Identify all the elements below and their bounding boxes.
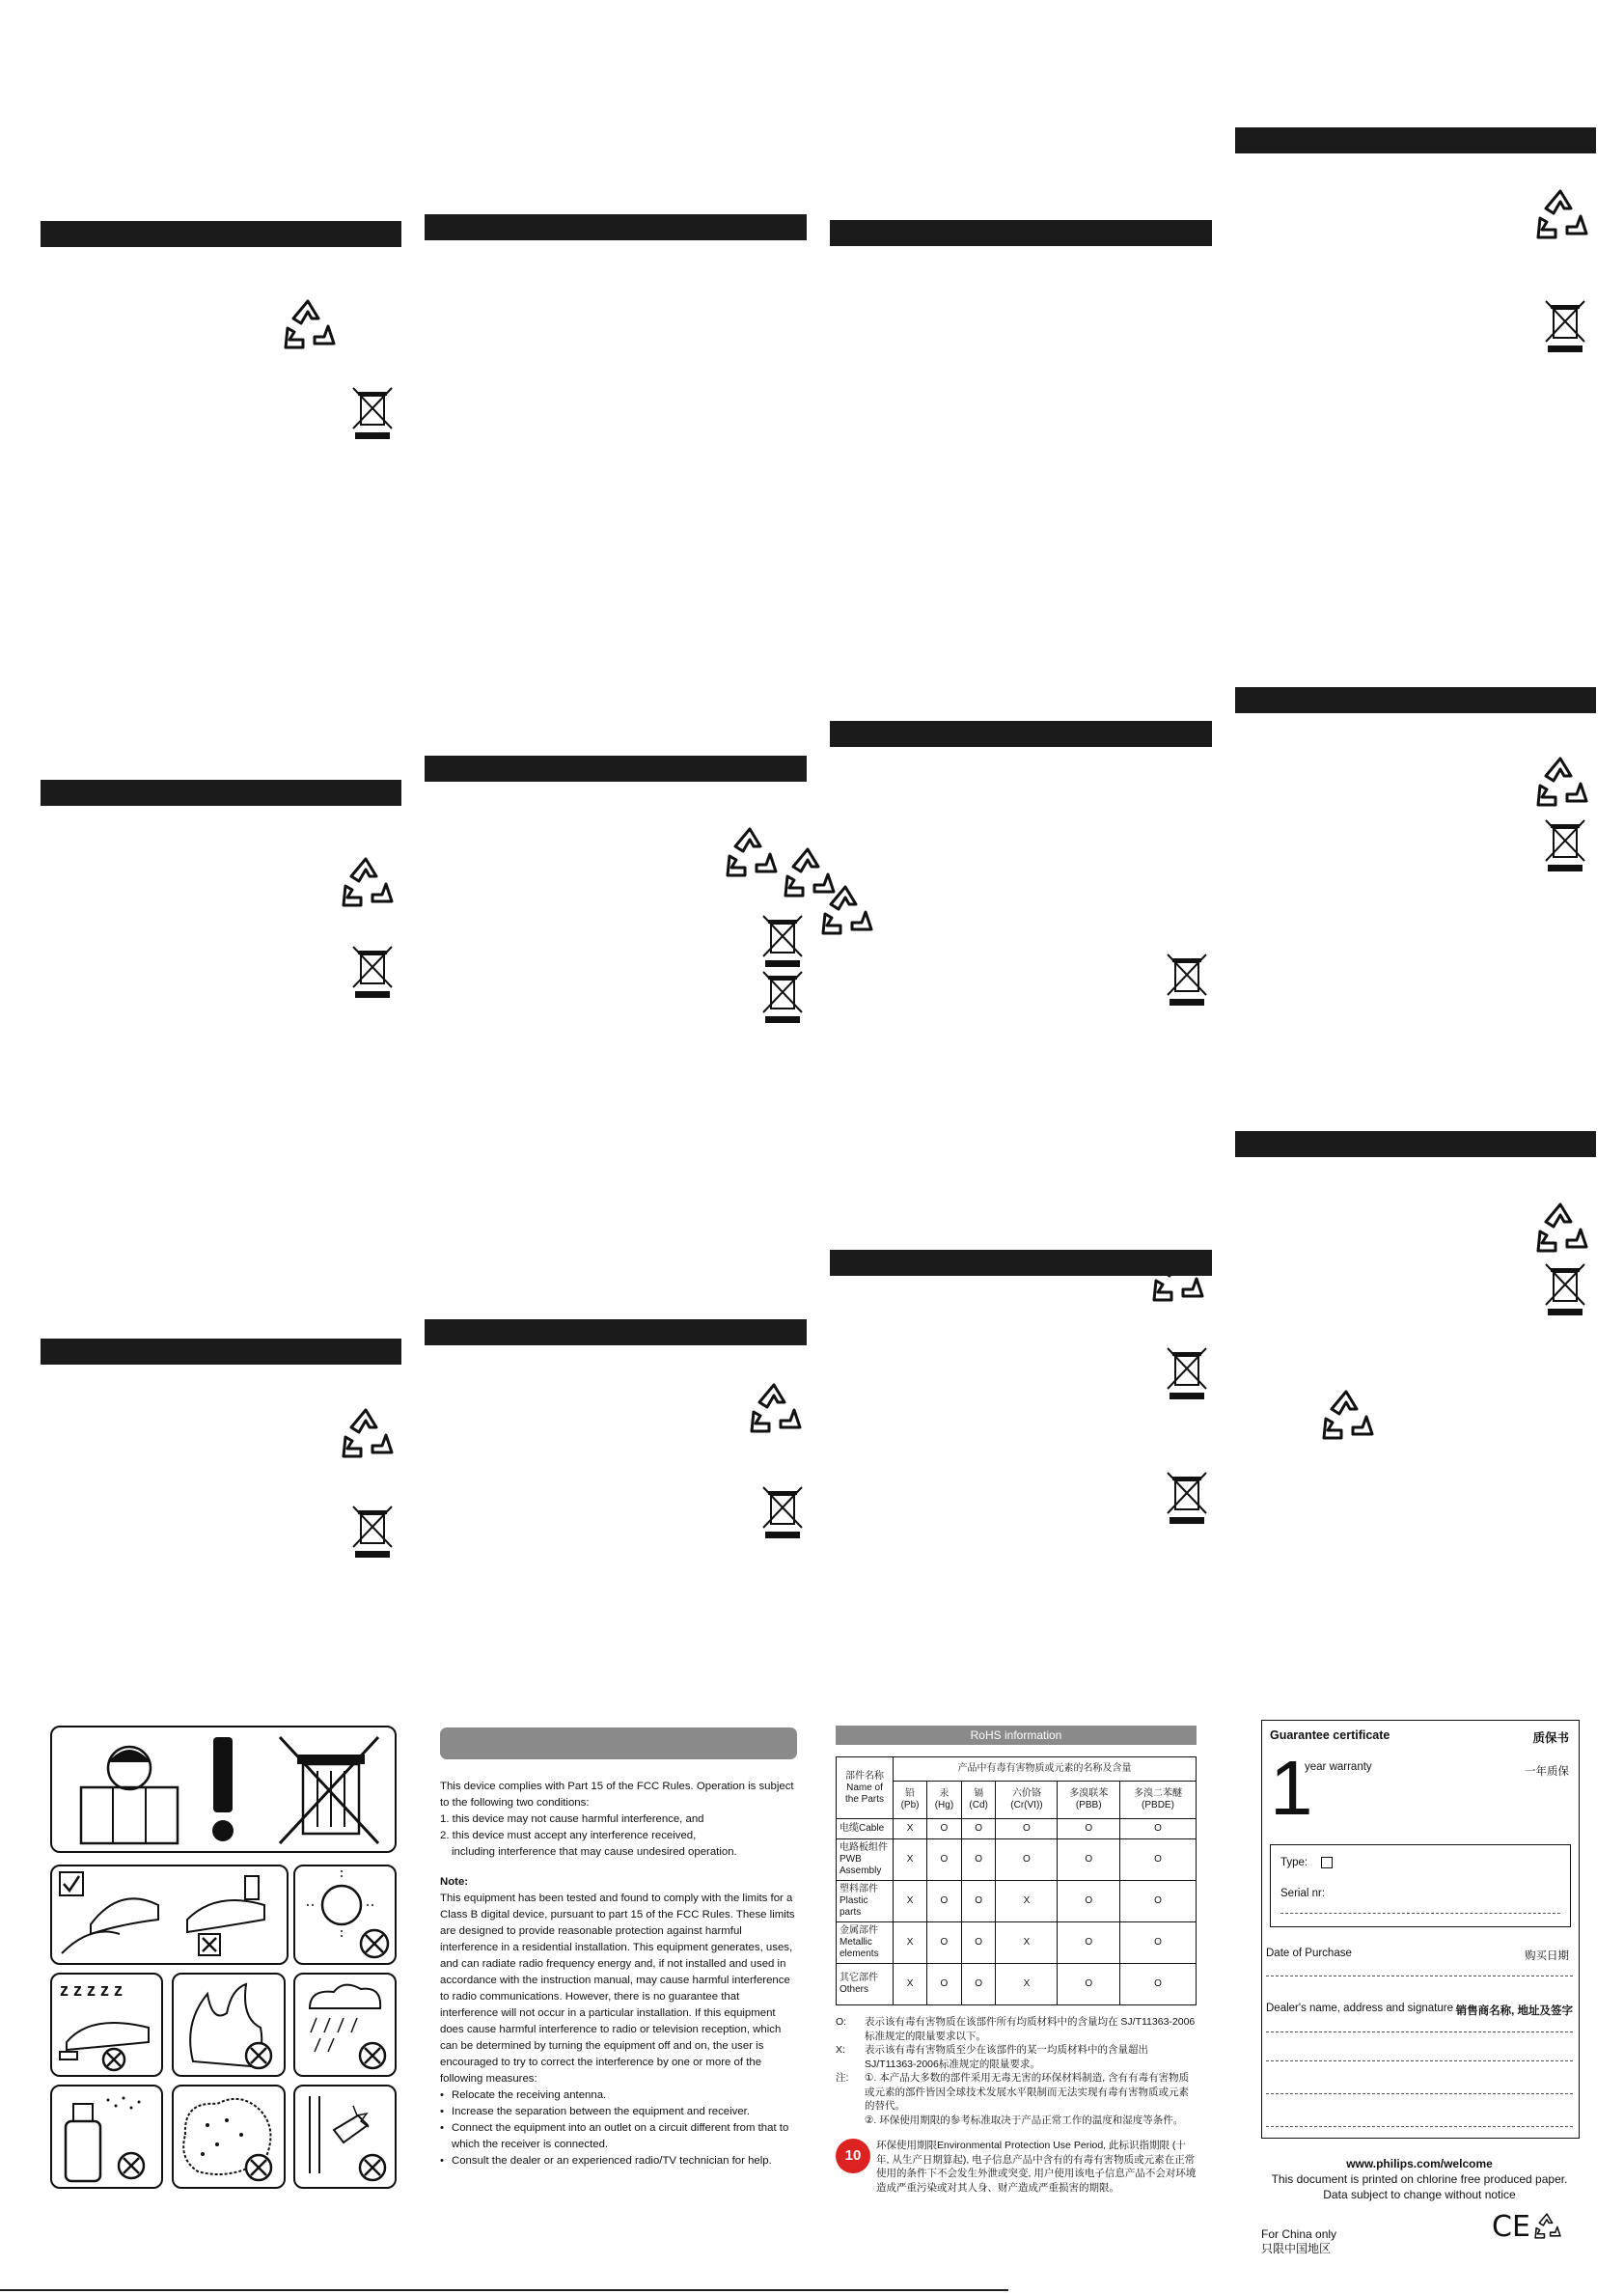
recycle-icon bbox=[746, 1381, 802, 1437]
dealer-line[interactable] bbox=[1266, 2093, 1573, 2094]
table-row bbox=[837, 1922, 1197, 1964]
recycle-icon bbox=[280, 297, 336, 353]
crossed-wheelie-bin-icon bbox=[1164, 951, 1210, 1007]
no-sleep-usb-pictogram bbox=[50, 1973, 163, 2077]
crossed-wheelie-bin-icon bbox=[1542, 1260, 1588, 1316]
crossed-bin-icon bbox=[280, 1737, 378, 1843]
fcc-measures bbox=[440, 2087, 797, 2170]
svg-text:z z z z z: z z z z z bbox=[60, 1980, 124, 2000]
rohs-cell: O bbox=[961, 1922, 996, 1964]
rohs-cell: O bbox=[1119, 1922, 1196, 1964]
rohs-cell: O bbox=[961, 1964, 996, 2005]
table-row bbox=[837, 1964, 1197, 2005]
bottom-rule bbox=[0, 2289, 1008, 2291]
guarantee-title-cn: 质保书 bbox=[1532, 1731, 1569, 1745]
fcc-measure: • Increase the separation between the equipment and receiver. bbox=[452, 2104, 797, 2120]
no-dust-pictogram bbox=[172, 2085, 286, 2189]
type-label: Type: bbox=[1280, 1857, 1308, 1868]
fcc-measure: • Connect the equipment into an outlet on a circuit different from that to which the receiver is connected. bbox=[452, 2120, 797, 2153]
rohs-note bbox=[836, 2015, 1197, 2043]
rohs-column-header: 多溴二苯醚 (PBDE) bbox=[1119, 1782, 1196, 1819]
rohs-part-name: 金属部件 Metallic elements bbox=[837, 1922, 894, 1964]
type-checkbox[interactable] bbox=[1321, 1857, 1333, 1868]
rohs-cell: O bbox=[1058, 1922, 1120, 1964]
chlorine-note: This document is printed on chlorine free produced paper. bbox=[1271, 2172, 1568, 2186]
recycle-icon bbox=[1532, 1201, 1588, 1257]
serial-label: Serial nr: bbox=[1280, 1888, 1326, 1899]
rohs-title: RoHS information bbox=[836, 1726, 1197, 1745]
recycle-icon bbox=[722, 825, 778, 881]
rohs-cell: O bbox=[1058, 1819, 1120, 1839]
recycle-icon bbox=[1318, 1388, 1374, 1444]
crossed-wheelie-bin-icon bbox=[759, 1483, 806, 1539]
crossed-wheelie-bin-icon bbox=[1164, 1469, 1210, 1525]
crossed-wheelie-bin-icon bbox=[1164, 1344, 1210, 1400]
fcc-note-text: This equipment has been tested and found to comply with the limits for a Class B digital device, pursuant to part 15 of the FCC Rules. These limits are designed to provide reasonable protection against harmful interference in a residential installation. This equipment generates, uses, and can radiate radio frequency energy and, if not installed and used in accordance with the instruction manual, may cause harmful interference to radio communications. However, there is no guarantee that interference will not occur in a particular installation. If this equipment does cause harmful interference to radio or television reception, which can be determined by turning the equipment off and on, the user is encouraged to try to correct the interference by one or more of the following measures: bbox=[440, 1893, 795, 2085]
warning-manual-pictogram bbox=[50, 1726, 397, 1853]
rohs-note-text: ①. 本产品大多数的部件采用无毒无害的环保材料制造, 含有有毒有害物质或元素的部件皆因全球技术发展水平限制而无法实现有毒有害物质或元素的替代。 bbox=[865, 2072, 1190, 2112]
rohs-note bbox=[836, 2114, 1197, 2128]
rohs-note-key: 注: bbox=[836, 2072, 849, 2084]
fcc-measure: • Consult the dealer or an experienced radio/TV technician for help. bbox=[452, 2153, 797, 2170]
rohs-header-parts: 部件名称 Name of the Parts bbox=[837, 1757, 894, 1819]
rohs-cell: O bbox=[1058, 1881, 1120, 1922]
fcc-header-bar bbox=[440, 1727, 797, 1759]
crossed-wheelie-bin-icon bbox=[349, 943, 396, 999]
china-only bbox=[1261, 2227, 1336, 2256]
rohs-part-name: 电路板组件 PWB Assembly bbox=[837, 1839, 894, 1881]
dealer-label-cn: 销售商名称, 地址及签字 bbox=[1455, 2005, 1573, 2017]
rohs-cell: O bbox=[1058, 1964, 1120, 2005]
recycle-icon bbox=[338, 1406, 394, 1462]
rohs-column-header: 六价铬 (Cr(VI)) bbox=[996, 1782, 1058, 1819]
crossed-wheelie-bin-icon bbox=[1542, 297, 1588, 353]
china-only-label: For China only bbox=[1261, 2227, 1337, 2241]
rohs-cell: X bbox=[996, 1964, 1058, 2005]
section-header-bar bbox=[425, 756, 807, 782]
rohs-cell: O bbox=[1119, 1881, 1196, 1922]
guarantee-footer bbox=[1254, 2156, 1584, 2202]
rohs-cell: O bbox=[927, 1819, 962, 1839]
fcc-intro: This device complies with Part 15 of the FCC Rules. Operation is subject to the following two conditions: bbox=[440, 1781, 794, 1809]
rohs-cell: O bbox=[927, 1922, 962, 1964]
rohs-column-header: 多溴联苯 (PBB) bbox=[1058, 1782, 1120, 1819]
rohs-cell: X bbox=[996, 1881, 1058, 1922]
recycle-icon bbox=[1532, 187, 1588, 243]
website-link[interactable]: www.philips.com/welcome bbox=[1346, 2157, 1493, 2170]
rohs-cell: O bbox=[927, 1964, 962, 2005]
section-header-bar bbox=[830, 721, 1212, 747]
rohs-cell: O bbox=[996, 1819, 1058, 1839]
dealer-line[interactable] bbox=[1266, 2060, 1573, 2061]
epup-badge-icon: 10 bbox=[836, 2139, 870, 2173]
serial-line[interactable] bbox=[1280, 1913, 1560, 1914]
dealer-line[interactable] bbox=[1266, 2126, 1573, 2127]
table-row bbox=[837, 1839, 1197, 1881]
crossed-wheelie-bin-icon bbox=[759, 912, 806, 968]
date-of-purchase-label-cn: 购买日期 bbox=[1525, 1950, 1569, 1962]
rohs-column-header: 汞 (Hg) bbox=[927, 1782, 962, 1819]
no-drop-pictogram bbox=[293, 2085, 397, 2189]
no-spray-pictogram bbox=[50, 2085, 163, 2189]
section-header-bar bbox=[1235, 127, 1596, 153]
recycle-small-icon bbox=[1532, 2212, 1561, 2246]
recycle-icon bbox=[780, 845, 836, 901]
no-sunlight-pictogram bbox=[293, 1865, 397, 1965]
recycle-icon bbox=[338, 855, 394, 911]
no-fire-pictogram bbox=[172, 1973, 286, 2077]
warranty-years: 1 bbox=[1270, 1745, 1313, 1831]
epup-text: 环保使用期限Environmental Protection Use Period, 此标识指期限 (十年, 从生产日期算起), 电子信息产品中含有的有毒有害物质或元素在正常使用的条件下不会发生外泄或突变, 用户使用该电子信息产品不会对环境造成严重污染或对其人身、财产造成严重损害的期限。 bbox=[876, 2140, 1197, 2194]
epup-block bbox=[836, 2139, 1197, 2195]
rohs-cell: O bbox=[1119, 1964, 1196, 2005]
rohs-part-name: 电缆Cable bbox=[837, 1819, 894, 1839]
table-row bbox=[837, 1819, 1197, 1839]
fcc-statement bbox=[440, 1727, 797, 2170]
rohs-column-header: 镉 (Cd) bbox=[961, 1782, 996, 1819]
year-warranty-label-cn: 一年质保 bbox=[1525, 1766, 1569, 1778]
rohs-table bbox=[836, 1756, 1197, 2005]
crossed-wheelie-bin-icon bbox=[1542, 816, 1588, 872]
table-row bbox=[837, 1881, 1197, 1922]
rohs-cell: O bbox=[1119, 1819, 1196, 1839]
rohs-note-text: 表示该有毒有害物质在该部件所有均质材料中的含量均在 SJ/T11363-2006标准规定的限量要求以下。 bbox=[865, 2016, 1196, 2042]
dealer-label: Dealer's name, address and signature bbox=[1266, 2003, 1453, 2014]
rohs-cell: X bbox=[894, 1819, 927, 1839]
rohs-cell: O bbox=[1119, 1839, 1196, 1881]
crossed-wheelie-bin-icon bbox=[759, 968, 806, 1024]
rohs-cell: X bbox=[996, 1922, 1058, 1964]
rohs-cell: O bbox=[996, 1839, 1058, 1881]
fcc-note-label: Note: bbox=[440, 1876, 469, 1888]
rohs-cell: X bbox=[894, 1964, 927, 2005]
year-warranty-label: year warranty bbox=[1305, 1761, 1372, 1773]
section-header-bar bbox=[425, 214, 807, 240]
type-serial-box bbox=[1270, 1844, 1571, 1927]
section-header-bar bbox=[41, 780, 401, 806]
section-header-bar bbox=[425, 1319, 807, 1345]
section-header-bar bbox=[830, 220, 1212, 246]
rohs-cell: O bbox=[927, 1881, 962, 1922]
rohs-note-text: 表示该有毒有害物质至少在该部件的某一均质材料中的含量超出 SJ/T11363-2006标准规定的限量要求。 bbox=[865, 2044, 1148, 2070]
section-header-bar bbox=[41, 1339, 401, 1365]
rohs-information bbox=[836, 1726, 1197, 2195]
dealer-line[interactable] bbox=[1266, 2031, 1573, 2032]
crossed-wheelie-bin-icon bbox=[349, 384, 396, 440]
fcc-condition-2: 2. this device must accept any interference received, bbox=[440, 1830, 697, 1841]
rohs-cell: X bbox=[894, 1922, 927, 1964]
rohs-cell: O bbox=[961, 1839, 996, 1881]
rohs-header-group: 产品中有毒有害物质或元素的名称及含量 bbox=[894, 1757, 1197, 1782]
rohs-part-name: 其它部件 Others bbox=[837, 1964, 894, 2005]
safety-pictograms bbox=[50, 1726, 399, 2187]
ce-mark-icon: CE bbox=[1492, 2210, 1530, 2244]
section-header-bar bbox=[830, 1250, 1212, 1276]
crossed-wheelie-bin-icon bbox=[349, 1503, 396, 1559]
fcc-condition-1: 1. this device may not cause harmful interference, and bbox=[440, 1813, 704, 1825]
guarantee-certificate bbox=[1261, 1720, 1580, 2139]
fcc-measure: • Relocate the receiving antenna. bbox=[452, 2087, 797, 2104]
section-header-bar bbox=[1235, 687, 1596, 713]
rohs-cell: X bbox=[894, 1839, 927, 1881]
fcc-condition-2-cont: including interference that may cause undesired operation. bbox=[452, 1846, 737, 1858]
rohs-cell: O bbox=[961, 1881, 996, 1922]
section-header-bar bbox=[41, 221, 401, 247]
rohs-note-key: O: bbox=[836, 2016, 847, 2028]
section-header-bar bbox=[1235, 1131, 1596, 1157]
rohs-note-text: ②. 环保使用期限的参考标准取决于产品正常工作的温度和湿度等条件。 bbox=[865, 2114, 1184, 2126]
rohs-notes bbox=[836, 2015, 1197, 2127]
china-only-label-cn: 只限中国地区 bbox=[1261, 2242, 1332, 2255]
rohs-cell: O bbox=[961, 1819, 996, 1839]
guarantee-title: Guarantee certificate bbox=[1270, 1728, 1390, 1742]
recycle-icon bbox=[1532, 755, 1588, 811]
rohs-note bbox=[836, 2071, 1197, 2114]
subject-note: Data subject to change without notice bbox=[1323, 2188, 1516, 2201]
rohs-cell: O bbox=[1058, 1839, 1120, 1881]
cleaning-pictogram bbox=[50, 1865, 289, 1965]
rohs-column-header: 铅 (Pb) bbox=[894, 1782, 927, 1819]
rohs-note-key bbox=[836, 2114, 865, 2128]
rohs-note bbox=[836, 2043, 1197, 2071]
rohs-cell: X bbox=[894, 1881, 927, 1922]
rohs-cell: O bbox=[927, 1839, 962, 1881]
no-rain-pictogram bbox=[293, 1973, 397, 2077]
rohs-part-name: 塑料部件 Plastic parts bbox=[837, 1881, 894, 1922]
rohs-note-key: X: bbox=[836, 2044, 845, 2056]
date-of-purchase-label: Date of Purchase bbox=[1266, 1948, 1352, 1959]
